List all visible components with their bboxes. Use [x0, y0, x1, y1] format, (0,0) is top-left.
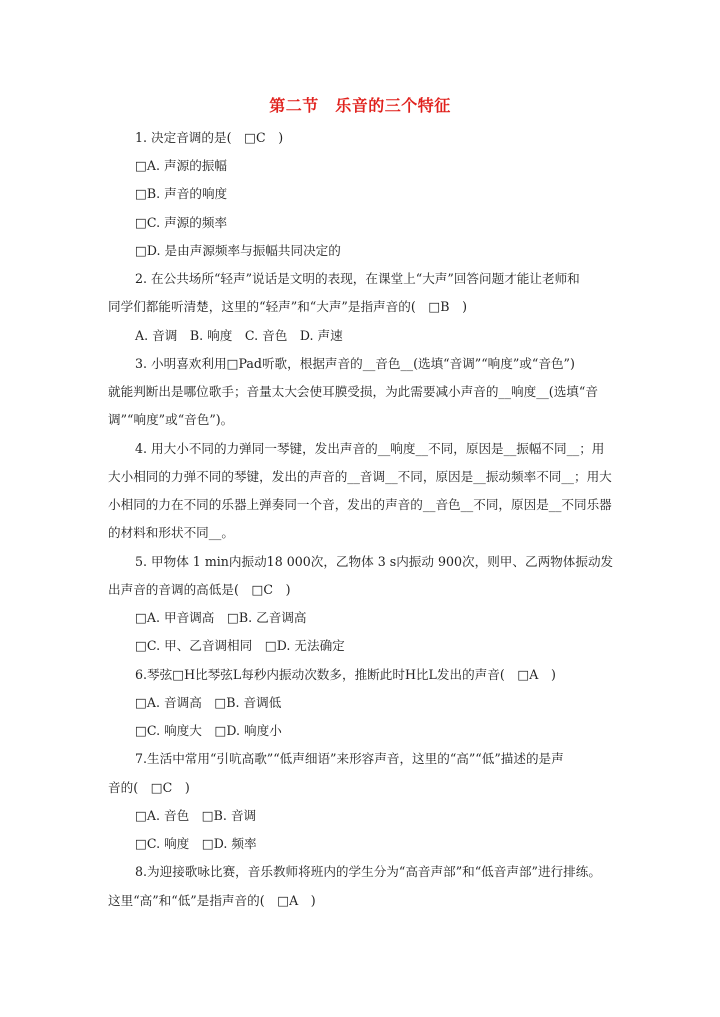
q3-line3: 调”“响度”或“音色”)。: [108, 412, 234, 427]
q7-options-cd: □C. 响度 □D. 频率: [135, 836, 257, 851]
q1-option-a: □A. 声源的振幅: [135, 158, 227, 173]
q8-stem-line2: 这里“高”和“低”是指声音的( □A ): [108, 893, 316, 908]
q1-option-c: □C. 声源的频率: [135, 215, 228, 230]
q5-options-ab: □A. 甲音调高 □B. 乙音调高: [135, 610, 307, 625]
q7-stem-line2: 音的( □C ): [108, 780, 190, 795]
q7-stem-line1: 7.生活中常用“引吭高歌”“低声细语”来形容声音，这里的“高”“低”描述的是声: [135, 751, 564, 766]
q1-option-b: □B. 声音的响度: [135, 186, 228, 201]
q4-line2: 大小相同的力弹不同的琴键，发出的声音的__音调__不同，原因是__振动频率不同__；用大: [108, 469, 612, 484]
q4-line4: 的材料和形状不同__。: [108, 525, 234, 540]
q6-stem: 6.琴弦□H比琴弦L每秒内振动次数多，推断此时H比L发出的声音( □A ): [135, 667, 556, 682]
q2-options: A. 音调 B. 响度 C. 音色 D. 声速: [135, 328, 343, 343]
page-title: 第二节 乐音的三个特征: [269, 96, 451, 115]
q8-stem-line1: 8.为迎接歌咏比赛，音乐教师将班内的学生分为“高音声部”和“低音声部”进行排练。: [135, 864, 601, 879]
q5-options-cd: □C. 甲、乙音调相同 □D. 无法确定: [135, 638, 345, 653]
q2-stem-line2: 同学们都能听清楚，这里的“轻声”和“大声”是指声音的( □B ): [108, 299, 467, 314]
q4-line1: 4. 用大小不同的力弹同一琴键，发出声音的__响度__不同，原因是__振幅不同__；用: [135, 441, 605, 456]
q6-options-cd: □C. 响度大 □D. 响度小: [135, 723, 282, 738]
q2-stem-line1: 2. 在公共场所“轻声”说话是文明的表现，在课堂上“大声”回答问题才能让老师和: [135, 271, 580, 286]
q7-options-ab: □A. 音色 □B. 音调: [135, 808, 257, 823]
q5-stem-line1: 5. 甲物体 1 min内振动18 000次，乙物体 3 s内振动 900次，则甲、乙两物体振动发: [135, 554, 614, 569]
q1-stem: 1. 决定音调的是( □C ): [135, 130, 284, 145]
q1-option-d: □D. 是由声源频率与振幅共同决定的: [135, 243, 341, 258]
q6-options-ab: □A. 音调高 □B. 音调低: [135, 695, 282, 710]
q3-line1: 3. 小明喜欢利用□Pad听歌，根据声音的__音色__(选填“音调”“响度”或“音色”): [135, 356, 575, 371]
q3-line2: 就能判断出是哪位歌手；音量太大会使耳膜受损，为此需要减小声音的__响度__(选填“音: [108, 384, 598, 399]
q4-line3: 小相同的力在不同的乐器上弹奏同一个音，发出的声音的__音色__不同，原因是__不同乐器: [108, 497, 612, 512]
q5-stem-line2: 出声音的音调的高低是( □C ): [108, 582, 291, 597]
